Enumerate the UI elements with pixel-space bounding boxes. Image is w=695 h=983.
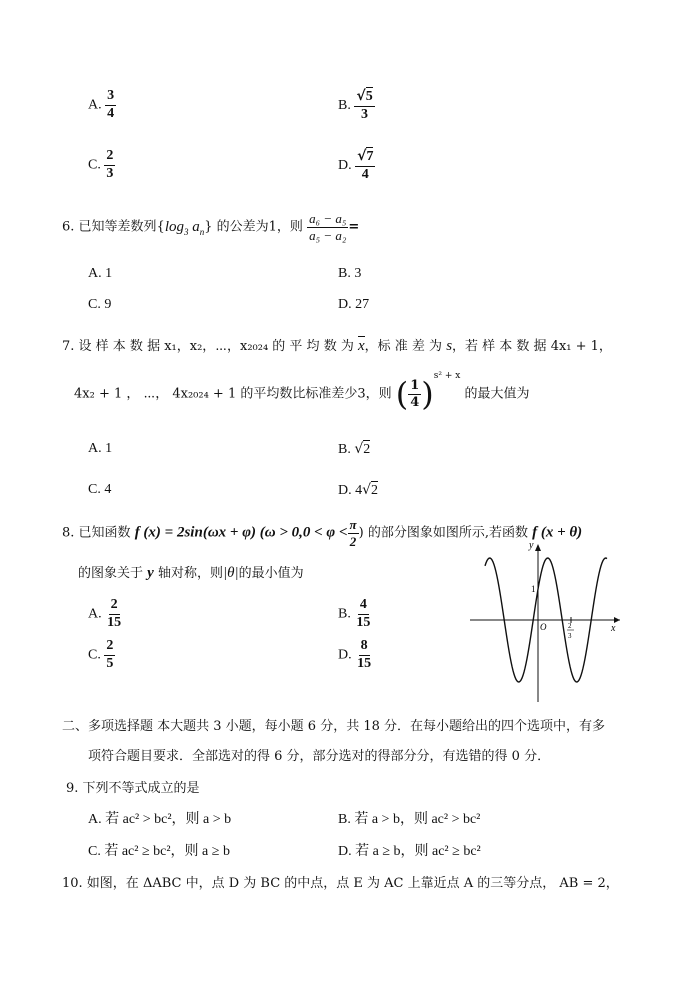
q6-fraction xyxy=(307,212,348,242)
q7-text-a: 7. 设 样 本 数 据 x₁，x₂，⋯，x₂₀₂₄ 的 平 均 数 为 xyxy=(62,339,354,354)
q7-text-d: 4x₂ + 1 ， ⋯， 4x₂₀₂₄ + 1 的平均数比标准差少3，则 xyxy=(74,386,392,402)
fraction xyxy=(104,149,115,181)
numerator xyxy=(355,149,375,167)
q5-option-b xyxy=(338,89,375,122)
exponent: s² + x xyxy=(433,371,461,382)
q5-option-a xyxy=(88,89,116,121)
log-expression: $\log_3 a_n$ xyxy=(164,218,205,237)
log-text: log xyxy=(164,218,184,235)
radicand: 7 xyxy=(366,149,374,164)
q8-option-c xyxy=(88,639,115,671)
q7-fraction xyxy=(408,379,421,409)
graph-tick-denominator: 3 xyxy=(568,632,572,640)
section2-heading-line1: 二、多项选择题 本大题共 3 小题，每小题 6 分，共 18 分．在每小题给出的四个选项中，有多 xyxy=(62,719,606,734)
q5-option-d xyxy=(338,149,375,182)
q9-option-d: D. 若 a ≥ b，则 ac² ≥ bc² xyxy=(338,844,481,859)
radicand: 2 xyxy=(371,483,379,498)
q7-option-b xyxy=(338,441,370,458)
x-bar: x xyxy=(357,338,365,354)
sqrt-icon: √ xyxy=(354,441,364,457)
function-expression: f (x) = 2sin(ωx + φ) (ω > 0,0 < φ < xyxy=(134,524,348,541)
sine-graph xyxy=(465,540,625,705)
option-label: D. xyxy=(338,157,352,173)
q6-stem xyxy=(62,212,359,242)
q9-option-c: C. 若 ac² ≥ bc²，则 a ≥ b xyxy=(88,844,230,859)
numerator: π xyxy=(349,517,357,532)
numerator: 2 xyxy=(104,639,115,656)
q6-lead-text: 6. 已知等差数列{ xyxy=(62,219,165,235)
q7-stem-line2 xyxy=(74,371,530,413)
q8-text-c: 的图象关于 xyxy=(78,566,144,581)
sqrt-icon: √ xyxy=(356,88,366,104)
q7-stem-line1 xyxy=(62,335,612,355)
q6-option-a: A. 1 xyxy=(88,266,113,281)
fraction xyxy=(104,639,115,671)
denominator: 15 xyxy=(357,655,372,671)
numerator: 8 xyxy=(359,639,370,656)
fraction xyxy=(354,598,372,630)
denominator: 4 xyxy=(107,105,115,121)
q8-option-a xyxy=(88,598,123,630)
s-variable: s xyxy=(446,338,453,354)
q7-text-e: 的最大值为 xyxy=(464,386,530,402)
q8-text-d: 轴对称，则 xyxy=(157,566,223,581)
denominator: 15 xyxy=(356,614,371,630)
q7-text-b: ，标 准 差 为 xyxy=(364,339,443,354)
denominator: 3 xyxy=(361,106,369,122)
q7-text-c: ，若 样 本 数 据 4x₁ + 1， xyxy=(452,339,612,354)
right-paren-icon: ) xyxy=(421,375,434,413)
q5-option-c xyxy=(88,149,115,181)
fraction xyxy=(105,598,123,630)
option-label: A. xyxy=(88,97,102,113)
denominator: a₅ − a₂ xyxy=(309,227,347,243)
denominator: 3 xyxy=(106,165,114,181)
denominator: 4 xyxy=(410,394,420,410)
q7-option-a: A. 1 xyxy=(88,441,113,456)
q8-text-b: ) 的部分图象如图所示,若函数 xyxy=(358,525,528,541)
radicand: 5 xyxy=(365,89,373,104)
numerator: 3 xyxy=(105,89,116,106)
q7-option-d xyxy=(338,482,378,499)
left-paren-icon: ( xyxy=(395,375,409,413)
numerator: a₆ − a₅ xyxy=(309,211,347,226)
graph-tick-numerator: 2 xyxy=(568,622,572,630)
y-axis-arrow-icon xyxy=(535,544,541,551)
option-label: B. xyxy=(338,97,351,113)
function-shifted: f (x + θ) xyxy=(532,524,583,541)
denominator: 5 xyxy=(106,655,114,671)
option-label: B. xyxy=(338,606,351,622)
denominator: 15 xyxy=(107,614,122,630)
fraction xyxy=(354,89,374,122)
q6-option-b: B. 3 xyxy=(338,266,362,281)
numerator: 4 xyxy=(358,598,369,615)
option-label: D. 4 xyxy=(338,483,363,498)
section2-heading-line2: 项符合题目要求．全部选对的得 6 分，部分选对的得部分分，有选错的得 0 分． xyxy=(88,749,551,764)
graph-origin-label: O xyxy=(540,622,547,632)
denominator: 4 xyxy=(361,166,369,182)
q8-stem-line2 xyxy=(78,562,304,582)
q6-mid-text: } 的公差为1，则 xyxy=(204,219,303,235)
radicand: 2 xyxy=(363,442,371,457)
graph-one-label: 1 xyxy=(531,584,536,594)
q6-option-d: D. 27 xyxy=(338,297,370,312)
q9-option-b: B. 若 a > b，则 ac² > bc² xyxy=(338,812,481,827)
fraction xyxy=(105,89,116,121)
option-label: D. xyxy=(338,647,352,663)
denominator: 2 xyxy=(349,533,357,549)
q8-option-b xyxy=(338,598,372,630)
q8-text-e: 的最小值为 xyxy=(238,566,304,581)
y-variable: y xyxy=(147,565,154,581)
q8-option-d xyxy=(338,639,373,671)
numerator xyxy=(354,89,374,107)
numerator: 2 xyxy=(109,598,120,615)
option-label: A. xyxy=(88,606,102,622)
pi-over-two xyxy=(348,518,359,548)
option-label: B. xyxy=(338,442,351,457)
fraction xyxy=(355,149,375,182)
q8-text-a: 8. 已知函数 xyxy=(62,525,131,541)
q9-stem: 9. 下列不等式成立的是 xyxy=(66,781,200,796)
option-label: C. xyxy=(88,157,101,173)
q7-option-c: C. 4 xyxy=(88,482,112,497)
q6-option-c: C. 9 xyxy=(88,297,112,312)
sqrt-icon: √ xyxy=(357,148,367,164)
numerator: 1 xyxy=(410,377,420,393)
fraction xyxy=(355,639,373,671)
theta-abs: |θ| xyxy=(222,565,239,581)
option-label: C. xyxy=(88,647,101,663)
sqrt-icon: √ xyxy=(362,482,372,498)
q10-stem: 10. 如图，在 ΔABC 中，点 D 为 BC 的中点，点 E 为 AC 上靠近点 A 的三等分点， AB = 2， xyxy=(62,876,619,891)
graph-y-label: y xyxy=(529,540,534,551)
numerator: 2 xyxy=(104,149,115,166)
graph-x-label: x xyxy=(611,623,616,634)
equals-sign: = xyxy=(348,219,360,235)
q9-option-a: A. 若 ac² > bc²，则 a > b xyxy=(88,812,232,827)
